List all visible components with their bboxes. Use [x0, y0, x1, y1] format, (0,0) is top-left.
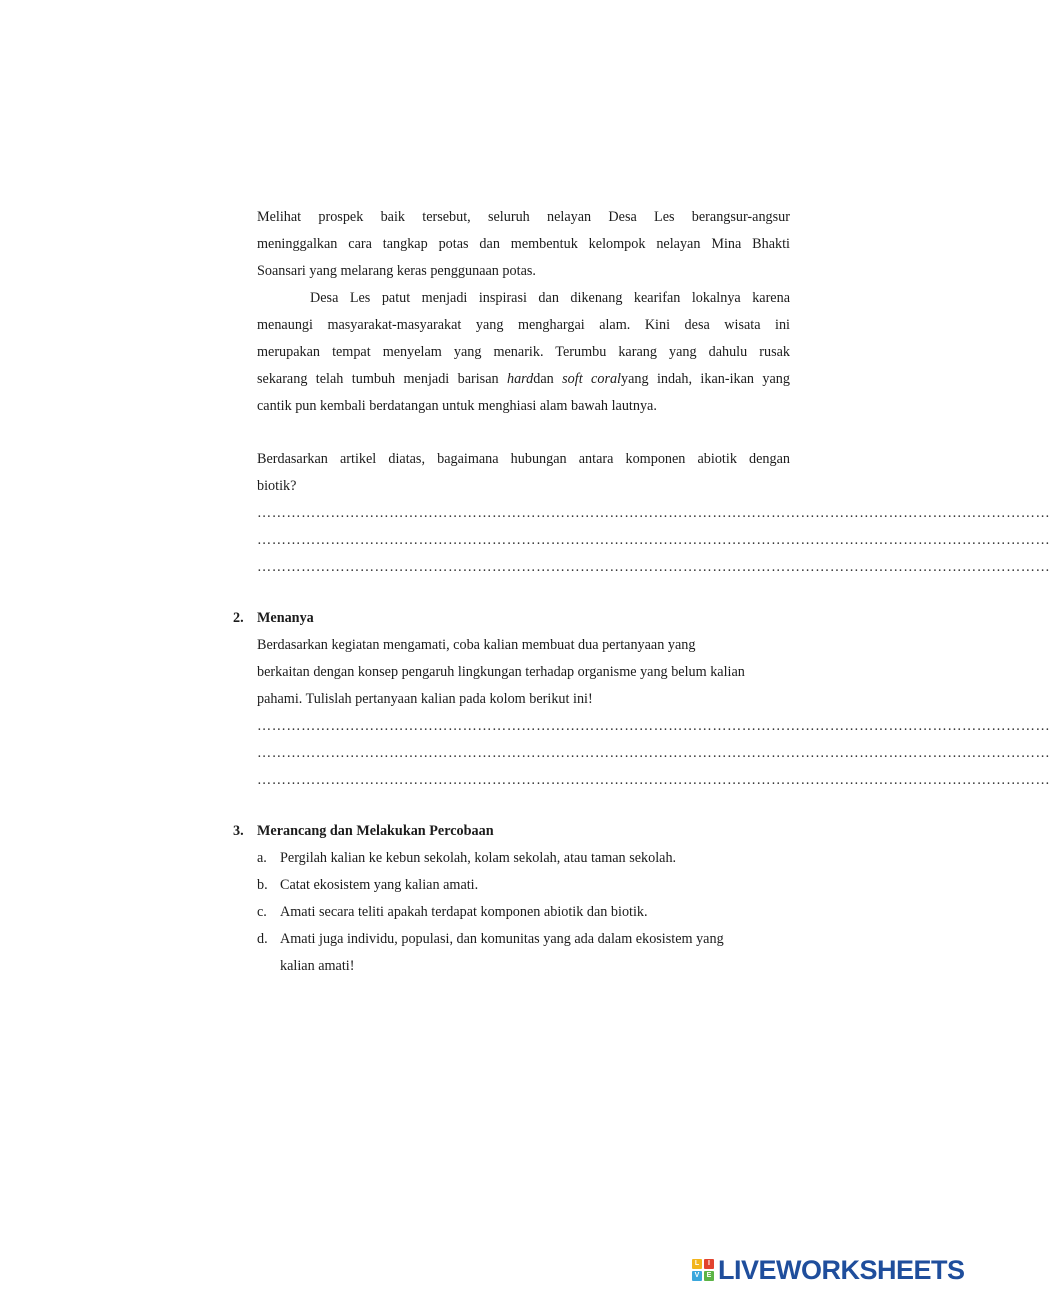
- section3-item-a-text: Pergilah kalian ke kebun sekolah, kolam sekolah, atau taman sekolah.: [280, 850, 677, 866]
- section2-line3: pahami. Tulislah pertanyaan kalian pada kolom berikut ini!: [257, 691, 593, 707]
- section3-item-c-label: c.: [257, 904, 267, 920]
- section3-item-b-text: Catat ekosistem yang kalian amati.: [280, 877, 479, 893]
- paragraph2-line4-soft-coral: soft coral: [562, 371, 621, 387]
- paragraph2-line1: Desa Les patut menjadi inspirasi dan dikenang kearifan lokalnya karena: [310, 290, 790, 306]
- section3-item-d-label: d.: [257, 931, 268, 947]
- section3-title: Merancang dan Melakukan Percobaan: [257, 823, 494, 839]
- paragraph2-line4-part-a: sekarang telah tumbuh menjadi barisan: [257, 371, 507, 387]
- paragraph2-line4-hard: hard: [506, 371, 534, 387]
- question-line2: biotik?: [257, 478, 297, 494]
- paragraph2-line4: [257, 371, 790, 388]
- section3-item-c-text: Amati secara teliti apakah terdapat komponen abiotik dan biotik.: [280, 904, 648, 920]
- logo-letter-l: L: [692, 1259, 702, 1269]
- paragraph2-line4-part-c: yang indah, ikan-ikan yang: [621, 371, 790, 387]
- section2-answer-line-2[interactable]: ………………………………………………………………………………………………………………………………………………: [257, 745, 1050, 761]
- paragraph2-line4-part-b: dan: [533, 371, 563, 387]
- logo-mark-icon: [692, 1259, 714, 1281]
- logo-letter-v: V: [692, 1271, 702, 1281]
- section2-answer-line-3[interactable]: ………………………………………………………………………………………………………………………………………………: [257, 772, 1050, 788]
- liveworksheets-logo: [692, 1256, 965, 1284]
- paragraph1-line3: Soansari yang melarang keras penggunaan potas.: [257, 263, 536, 279]
- section3-item-a-label: a.: [257, 850, 267, 866]
- logo-text: LIVEWORKSHEETS: [718, 1255, 965, 1285]
- paragraph1-line2: meninggalkan cara tangkap potas dan membentuk kelompok nelayan Mina Bhakti: [257, 236, 790, 252]
- paragraph2-line5: cantik pun kembali berdatangan untuk menghiasi alam bawah lautnya.: [257, 398, 657, 414]
- section3-item-d-text-continued: kalian amati!: [280, 958, 355, 974]
- section2-number: 2.: [233, 610, 244, 626]
- logo-letter-i: I: [704, 1259, 714, 1269]
- section2-answer-line-1[interactable]: ………………………………………………………………………………………………………………………………………………: [257, 718, 1050, 734]
- answer-line-3[interactable]: ………………………………………………………………………………………………………………………………………………: [257, 559, 1050, 575]
- paragraph2-line2: menaungi masyarakat-masyarakat yang menghargai alam. Kini desa wisata ini: [257, 317, 790, 333]
- answer-line-2[interactable]: ………………………………………………………………………………………………………………………………………………: [257, 532, 1050, 548]
- section3-number: 3.: [233, 823, 244, 839]
- logo-letter-e: E: [704, 1271, 714, 1281]
- section2-title: Menanya: [257, 610, 314, 626]
- paragraph1-line1: Melihat prospek baik tersebut, seluruh nelayan Desa Les berangsur-angsur: [257, 209, 790, 225]
- paragraph2-line3: merupakan tempat menyelam yang menarik. Terumbu karang yang dahulu rusak: [257, 344, 790, 360]
- section3-item-b-label: b.: [257, 877, 268, 893]
- answer-line-1[interactable]: ………………………………………………………………………………………………………………………………………………: [257, 505, 1050, 521]
- section3-item-d-text: Amati juga individu, populasi, dan komunitas yang ada dalam ekosistem yang: [280, 931, 724, 947]
- question-line1: Berdasarkan artikel diatas, bagaimana hubungan antara komponen abiotik dengan: [257, 451, 790, 467]
- section2-line1: Berdasarkan kegiatan mengamati, coba kalian membuat dua pertanyaan yang: [257, 637, 696, 653]
- section2-line2: berkaitan dengan konsep pengaruh lingkungan terhadap organisme yang belum kalian: [257, 664, 745, 680]
